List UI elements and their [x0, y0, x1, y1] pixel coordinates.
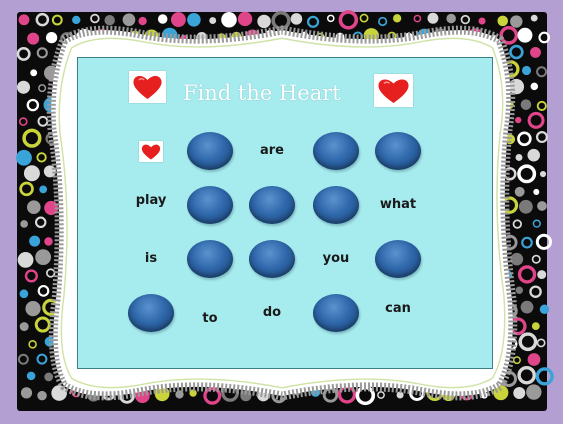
frame-dot [516, 287, 523, 294]
frame-dot [510, 15, 522, 27]
frame-dot [37, 14, 48, 25]
hidden-ball-tile[interactable] [249, 186, 295, 224]
frame-dot [24, 130, 40, 146]
frame-dot [414, 15, 420, 21]
hidden-ball-tile[interactable] [187, 240, 233, 278]
frame-dot [171, 12, 186, 27]
frame-dot [533, 256, 540, 263]
frame-dot [39, 286, 49, 296]
frame-dot [533, 189, 539, 195]
frame-dot [537, 67, 546, 76]
frame-dot [516, 154, 523, 161]
title-heart-right-icon [374, 74, 413, 107]
frame-dot [37, 391, 47, 401]
frame-dot [531, 15, 538, 22]
frame-dot [18, 252, 34, 268]
frame-dot [21, 183, 33, 195]
frame-dot [38, 355, 47, 364]
frame-dot [513, 387, 525, 399]
frame-dot [308, 17, 318, 27]
frame-dot [520, 267, 535, 282]
frame-dot [501, 28, 516, 43]
word-tile[interactable]: to [202, 311, 218, 326]
frame-dot [537, 235, 550, 248]
frame-dot [26, 271, 37, 282]
frame-dot [497, 16, 508, 27]
hidden-ball-tile[interactable] [375, 132, 421, 170]
frame-dot [340, 12, 356, 28]
frame-dot [25, 301, 40, 316]
hidden-ball-tile[interactable] [128, 294, 174, 332]
hidden-ball-tile[interactable] [187, 132, 233, 170]
frame-dot [53, 16, 62, 25]
frame-dot [39, 185, 47, 193]
frame-dot [328, 15, 334, 21]
frame-dot [158, 14, 168, 24]
frame-dot [510, 46, 522, 58]
frame-dot [539, 33, 549, 43]
frame-dot [17, 81, 30, 94]
frame-dot [38, 117, 47, 126]
frame-dot [522, 238, 532, 248]
word-tile[interactable]: is [144, 251, 158, 266]
frame-dot [20, 118, 27, 125]
frame-dot [519, 166, 534, 181]
word-tile[interactable]: play [135, 193, 167, 208]
frame-dot [521, 99, 532, 110]
frame-dot [19, 14, 30, 25]
word-tile[interactable]: do [262, 305, 282, 320]
frame-dot [521, 301, 534, 314]
frame-dot [518, 133, 530, 145]
frame-dot [27, 372, 36, 381]
frame-dot [324, 389, 337, 402]
frame-dot [515, 117, 521, 123]
title-heart-left-icon [129, 71, 166, 103]
frame-dot [19, 355, 28, 364]
frame-dot [28, 100, 38, 110]
frame-dot [530, 47, 541, 58]
frame-dot [123, 13, 136, 26]
frame-dot [527, 149, 540, 162]
frame-dot [533, 220, 540, 227]
frame-dot [27, 200, 41, 214]
frame-dot [518, 28, 533, 43]
frame-dot [379, 18, 387, 26]
frame-dot [514, 357, 520, 363]
frame-dot [257, 15, 270, 28]
word-tile[interactable]: you [322, 251, 350, 266]
hidden-ball-tile[interactable] [375, 240, 421, 278]
frame-dot [530, 287, 540, 297]
frame-dot [20, 289, 29, 298]
hidden-ball-tile[interactable] [313, 132, 359, 170]
frame-dot [36, 218, 45, 227]
frame-dot [238, 12, 252, 26]
frame-dot [72, 16, 80, 24]
hidden-ball-tile[interactable] [313, 186, 359, 224]
frame-dot [532, 322, 540, 330]
frame-dot [37, 153, 45, 161]
frame-dot [478, 17, 485, 24]
frame-dot [51, 385, 67, 401]
frame-dot [39, 85, 46, 92]
frame-dot [44, 237, 52, 245]
frame-dot [44, 373, 53, 382]
word-tile[interactable]: are [259, 143, 284, 158]
frame-dot [187, 13, 201, 27]
frame-dot [427, 13, 438, 24]
page-title: Find the Heart [183, 81, 341, 105]
frame-dot [393, 14, 401, 22]
hidden-ball-tile[interactable] [313, 294, 359, 332]
frame-dot [537, 201, 547, 211]
hidden-ball-tile[interactable] [249, 240, 295, 278]
frame-dot [537, 339, 544, 346]
frame-dot [36, 318, 49, 331]
frame-dot [18, 48, 29, 59]
frame-dot [29, 236, 40, 247]
frame-dot [16, 150, 32, 166]
frame-dot [20, 220, 28, 228]
frame-dot [537, 132, 547, 142]
frame-dot [537, 369, 552, 384]
frame-dot [522, 66, 531, 75]
frame-dot [27, 33, 39, 45]
frame-dot [360, 14, 367, 21]
frame-dot [35, 249, 51, 265]
frame-dot [537, 270, 546, 279]
frame-dot [515, 187, 525, 197]
frame-dot [138, 17, 146, 25]
frame-dot [38, 48, 47, 57]
frame-dot [526, 384, 541, 399]
frame-dot [291, 13, 303, 25]
frame-dot [104, 15, 114, 25]
frame-dot [209, 17, 216, 24]
frame-dot [21, 387, 32, 398]
frame-dot [462, 16, 470, 24]
frame-dot [531, 83, 538, 90]
frame-dot [538, 102, 546, 110]
frame-dot [378, 392, 384, 398]
found-heart-icon[interactable] [139, 141, 163, 162]
frame-dot [24, 165, 40, 181]
frame-dot [529, 113, 543, 127]
frame-dot [20, 322, 29, 331]
frame-dot [540, 305, 549, 314]
frame-dot [29, 341, 36, 348]
frame-dot [91, 15, 99, 23]
frame-dot [528, 353, 541, 366]
frame-dot [514, 220, 522, 228]
frame-dot [221, 12, 237, 28]
frame-dot [519, 368, 534, 383]
frame-dot [519, 200, 533, 214]
word-tile[interactable]: can [385, 301, 411, 316]
frame-dot [520, 334, 535, 349]
hidden-ball-tile[interactable] [187, 186, 233, 224]
frame-dot [511, 253, 524, 266]
frame-dot [30, 69, 37, 76]
frame-dot [46, 32, 57, 43]
word-tile[interactable]: what [379, 197, 417, 212]
frame-dot [446, 14, 456, 24]
frame-dot [540, 171, 546, 177]
